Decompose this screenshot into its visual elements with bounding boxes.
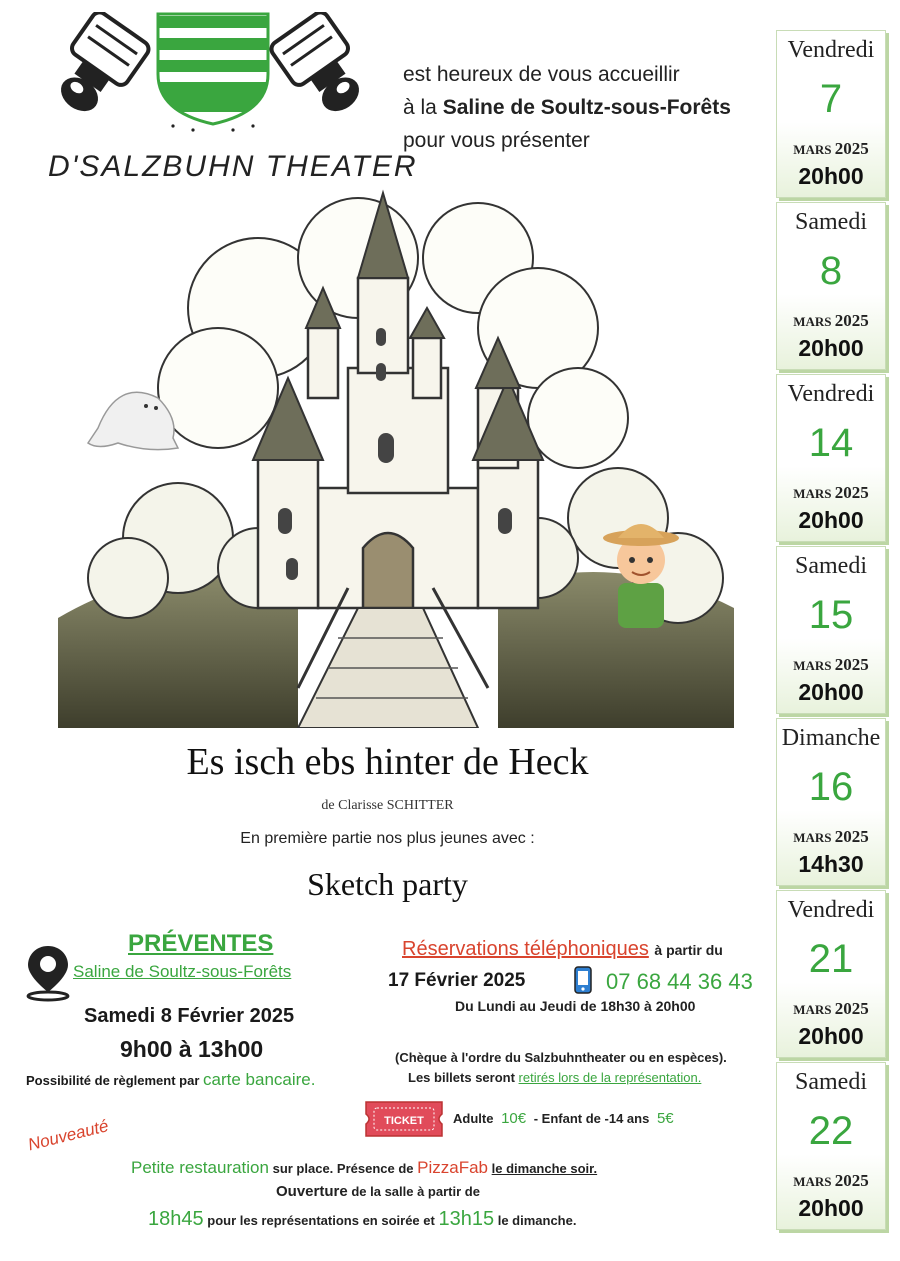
presales-title: PRÉVENTES bbox=[128, 930, 274, 957]
ticket-label: TICKET bbox=[384, 1115, 424, 1127]
child-price: 5€ bbox=[656, 1110, 674, 1127]
date-month: MARS 2025 bbox=[793, 483, 869, 502]
troupe-name: D'SALZBUHN THEATER bbox=[48, 150, 418, 183]
play-title: Es isch ebs hinter de Heck bbox=[186, 741, 589, 783]
date-card bbox=[776, 718, 886, 886]
play-author: de Clarisse SCHITTER bbox=[321, 798, 454, 813]
prices: Adulte 10€ - Enfant de -14 ans 5€ bbox=[453, 1110, 674, 1127]
date-day: Samedi bbox=[795, 209, 867, 235]
date-time: 20h00 bbox=[798, 507, 864, 533]
shield-crest-icon bbox=[158, 14, 268, 124]
date-number: 15 bbox=[808, 593, 854, 637]
castle-illustration bbox=[58, 188, 734, 728]
date-number: 16 bbox=[808, 765, 854, 809]
payment-info: Possibilité de règlement par carte bancaire. bbox=[26, 1070, 316, 1089]
reservations-heading: Réservations téléphoniques à partir du bbox=[402, 938, 723, 960]
reservations-date: 17 Février 2025 bbox=[388, 970, 526, 991]
date-month: MARS 2025 bbox=[793, 311, 869, 330]
date-time: 20h00 bbox=[798, 679, 864, 705]
date-card bbox=[776, 546, 886, 714]
date-card bbox=[776, 202, 886, 370]
cheque-info: (Chèque à l'ordre du Salzbuhntheater ou en espèces). bbox=[395, 1050, 727, 1065]
date-number: 7 bbox=[819, 77, 843, 121]
reservations-days: Du Lundi au Jeudi de 18h30 à 20h00 bbox=[455, 998, 696, 1014]
salt-shaker-icon bbox=[43, 12, 152, 125]
date-day: Samedi bbox=[795, 1069, 867, 1095]
date-number: 8 bbox=[819, 249, 843, 293]
opening-times: 18h45 pour les représentations en soirée et 13h15 le dimanche. bbox=[148, 1208, 577, 1230]
presales-hours: 9h00 à 13h00 bbox=[120, 1036, 264, 1062]
date-month: MARS 2025 bbox=[793, 1171, 869, 1190]
phone-number: 07 68 44 36 43 bbox=[606, 969, 753, 994]
date-number: 14 bbox=[808, 421, 854, 465]
date-day: Vendredi bbox=[787, 37, 875, 63]
date-month: MARS 2025 bbox=[793, 139, 869, 158]
ticket-pickup-info: Les billets seront retirés lors de la représentation. bbox=[408, 1070, 702, 1085]
venue-name: Saline de Soultz-sous-Forêts bbox=[442, 96, 731, 119]
intro-line-2: à la Saline de Soultz-sous-Forêts bbox=[403, 96, 731, 119]
date-time: 14h30 bbox=[798, 851, 864, 877]
date-day: Samedi bbox=[795, 553, 867, 579]
intro-line-3: pour vous présenter bbox=[403, 129, 590, 152]
date-day: Dimanche bbox=[781, 725, 881, 751]
intro-line-1: est heureux de vous accueillir bbox=[403, 63, 680, 86]
payment-method: carte bancaire. bbox=[203, 1070, 316, 1089]
date-time: 20h00 bbox=[798, 1023, 864, 1049]
new-label: Nouveauté bbox=[26, 1116, 111, 1155]
reservations-label: Réservations téléphoniques bbox=[402, 938, 649, 960]
date-month: MARS 2025 bbox=[793, 655, 869, 674]
opening-info: Ouverture de la salle à partir de bbox=[276, 1183, 480, 1200]
date-card bbox=[776, 1062, 886, 1230]
partner-name: PizzaFab bbox=[417, 1158, 489, 1177]
salt-shaker-icon bbox=[268, 12, 377, 125]
phone-icon bbox=[570, 965, 596, 995]
presales-place: Saline de Soultz-sous-Forêts bbox=[73, 962, 292, 981]
date-number: 22 bbox=[808, 1109, 854, 1153]
date-card bbox=[776, 374, 886, 542]
ticket-icon bbox=[362, 1098, 446, 1140]
date-day: Vendredi bbox=[787, 897, 875, 923]
map-pin-icon bbox=[24, 944, 72, 1002]
date-month: MARS 2025 bbox=[793, 999, 869, 1018]
date-day: Vendredi bbox=[787, 381, 875, 407]
date-time: 20h00 bbox=[798, 1195, 864, 1221]
date-card bbox=[776, 30, 886, 198]
opening-act-title: Sketch party bbox=[307, 866, 468, 902]
performance-dates bbox=[776, 30, 888, 1234]
date-time: 20h00 bbox=[798, 163, 864, 189]
date-card bbox=[776, 890, 886, 1058]
presales-date: Samedi 8 Février 2025 bbox=[84, 1005, 295, 1027]
first-part-text: En première partie nos plus jeunes avec : bbox=[240, 830, 535, 847]
adult-price: 10€ bbox=[501, 1110, 527, 1127]
date-month: MARS 2025 bbox=[793, 827, 869, 846]
intro-text bbox=[403, 58, 731, 157]
date-number: 21 bbox=[808, 937, 854, 981]
catering-info: Petite restauration sur place. Présence de PizzaFab le dimanche soir. bbox=[131, 1158, 598, 1177]
date-time: 20h00 bbox=[798, 335, 864, 361]
